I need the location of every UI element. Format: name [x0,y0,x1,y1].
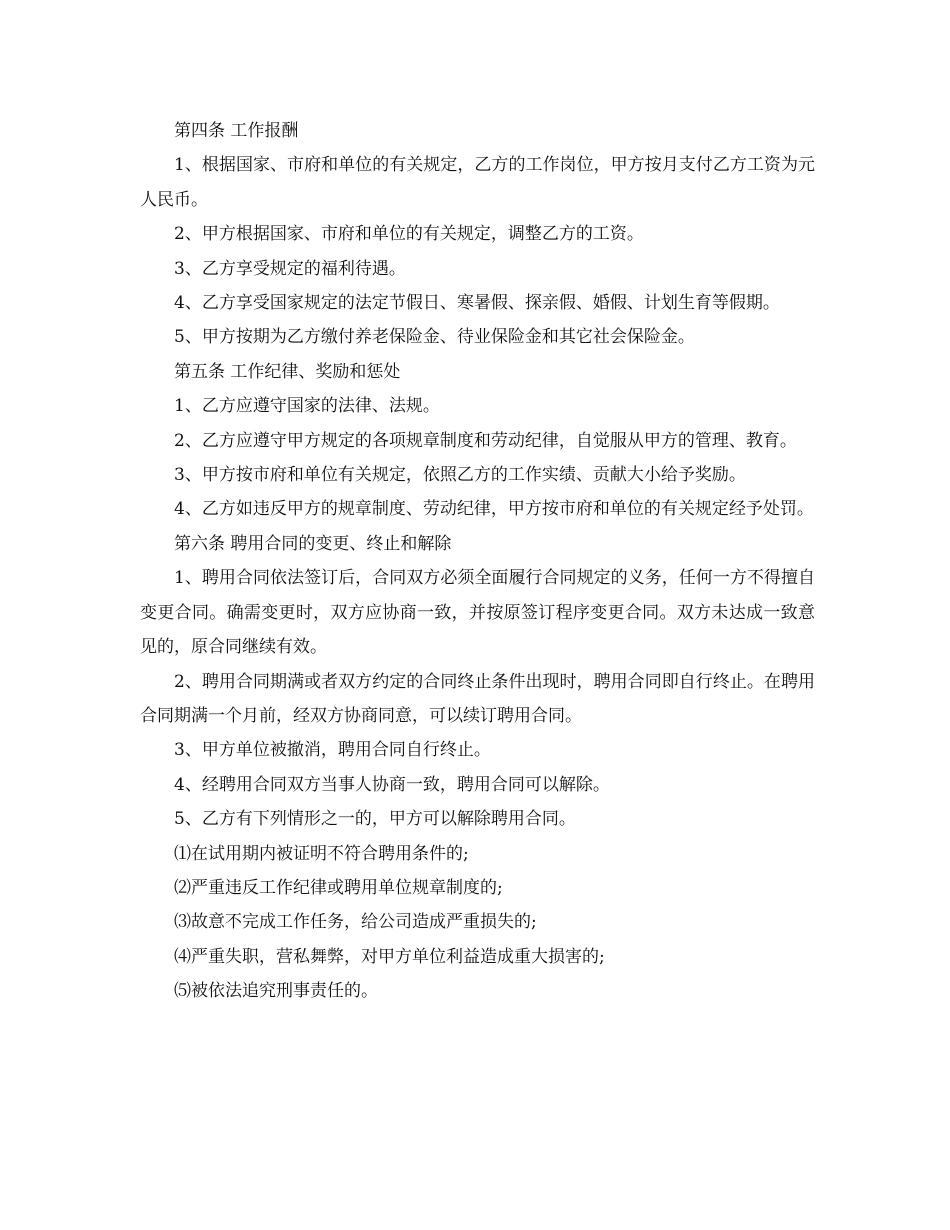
article-6-item-2: 2、聘用合同期满或者双方约定的合同终止条件出现时，聘用合同即自行终止。在聘用合同期满一个月前，经双方协商同意，可以续订聘用合同。 [140,671,815,726]
article-6-item-5: 5、乙方有下列情形之一的，甲方可以解除聘用合同。 [174,809,576,830]
article-4-item-4: 4、乙方享受国家规定的法定节假日、寒暑假、探亲假、婚假、计划生育等假期。 [174,293,780,314]
article-6-sub-item-2: ⑵严重违反工作纪律或聘用单位规章制度的; [174,877,503,898]
article-5-item-2: 2、乙方应遵守甲方规定的各项规章制度和劳动纪律，自觉服从甲方的管理、教育。 [174,430,797,451]
article-6-item-3: 3、甲方单位被撤消，聘用合同自行终止。 [174,740,491,761]
article-6-sub-item-5: ⑸被依法追究刑事责任的。 [174,981,378,1002]
article-5-heading: 第五条 工作纪律、奖励和惩处 [174,361,401,382]
document-body [140,114,815,1009]
article-6-sub-item-4: ⑷严重失职，营私舞弊，对甲方单位利益造成重大损害的; [174,946,605,967]
article-5-item-4: 4、乙方如违反甲方的规章制度、劳动纪律，甲方按市府和单位的有关规定经予处罚。 [174,499,814,520]
article-6-heading: 第六条 聘用合同的变更、终止和解除 [174,533,452,554]
article-4-item-1: 1、根据国家、市府和单位的有关规定，乙方的工作岗位，甲方按月支付乙方工资为元人民币。 [140,155,815,210]
article-6-sub-item-1: ⑴在试用期内被证明不符合聘用条件的; [174,843,469,864]
article-6-item-4: 4、经聘用合同双方当事人协商一致，聘用合同可以解除。 [174,774,610,795]
article-6-sub-item-3: ⑶故意不完成工作任务，给公司造成严重损失的; [174,912,537,933]
article-5-item-1: 1、乙方应遵守国家的法律、法规。 [174,396,440,417]
article-4-item-3: 3、乙方享受规定的福利待遇。 [174,258,406,279]
article-5-item-3: 3、甲方按市府和单位有关规定，依照乙方的工作实绩、贡献大小给予奖励。 [174,465,746,486]
article-6-item-1: 1、聘用合同依法签订后，合同双方必须全面履行合同规定的义务，任何一方不得擅自变更合同。确需变更时，双方应协商一致，并按原签订程序变更合同。双方未达成一致意见的，原合同继续有效。 [140,568,815,658]
article-4-item-5: 5、甲方按期为乙方缴付养老保险金、待业保险金和其它社会保险金。 [174,327,695,348]
article-4-heading: 第四条 工作报酬 [174,121,299,141]
article-4-item-2: 2、甲方根据国家、市府和单位的有关规定，调整乙方的工资。 [174,224,644,245]
